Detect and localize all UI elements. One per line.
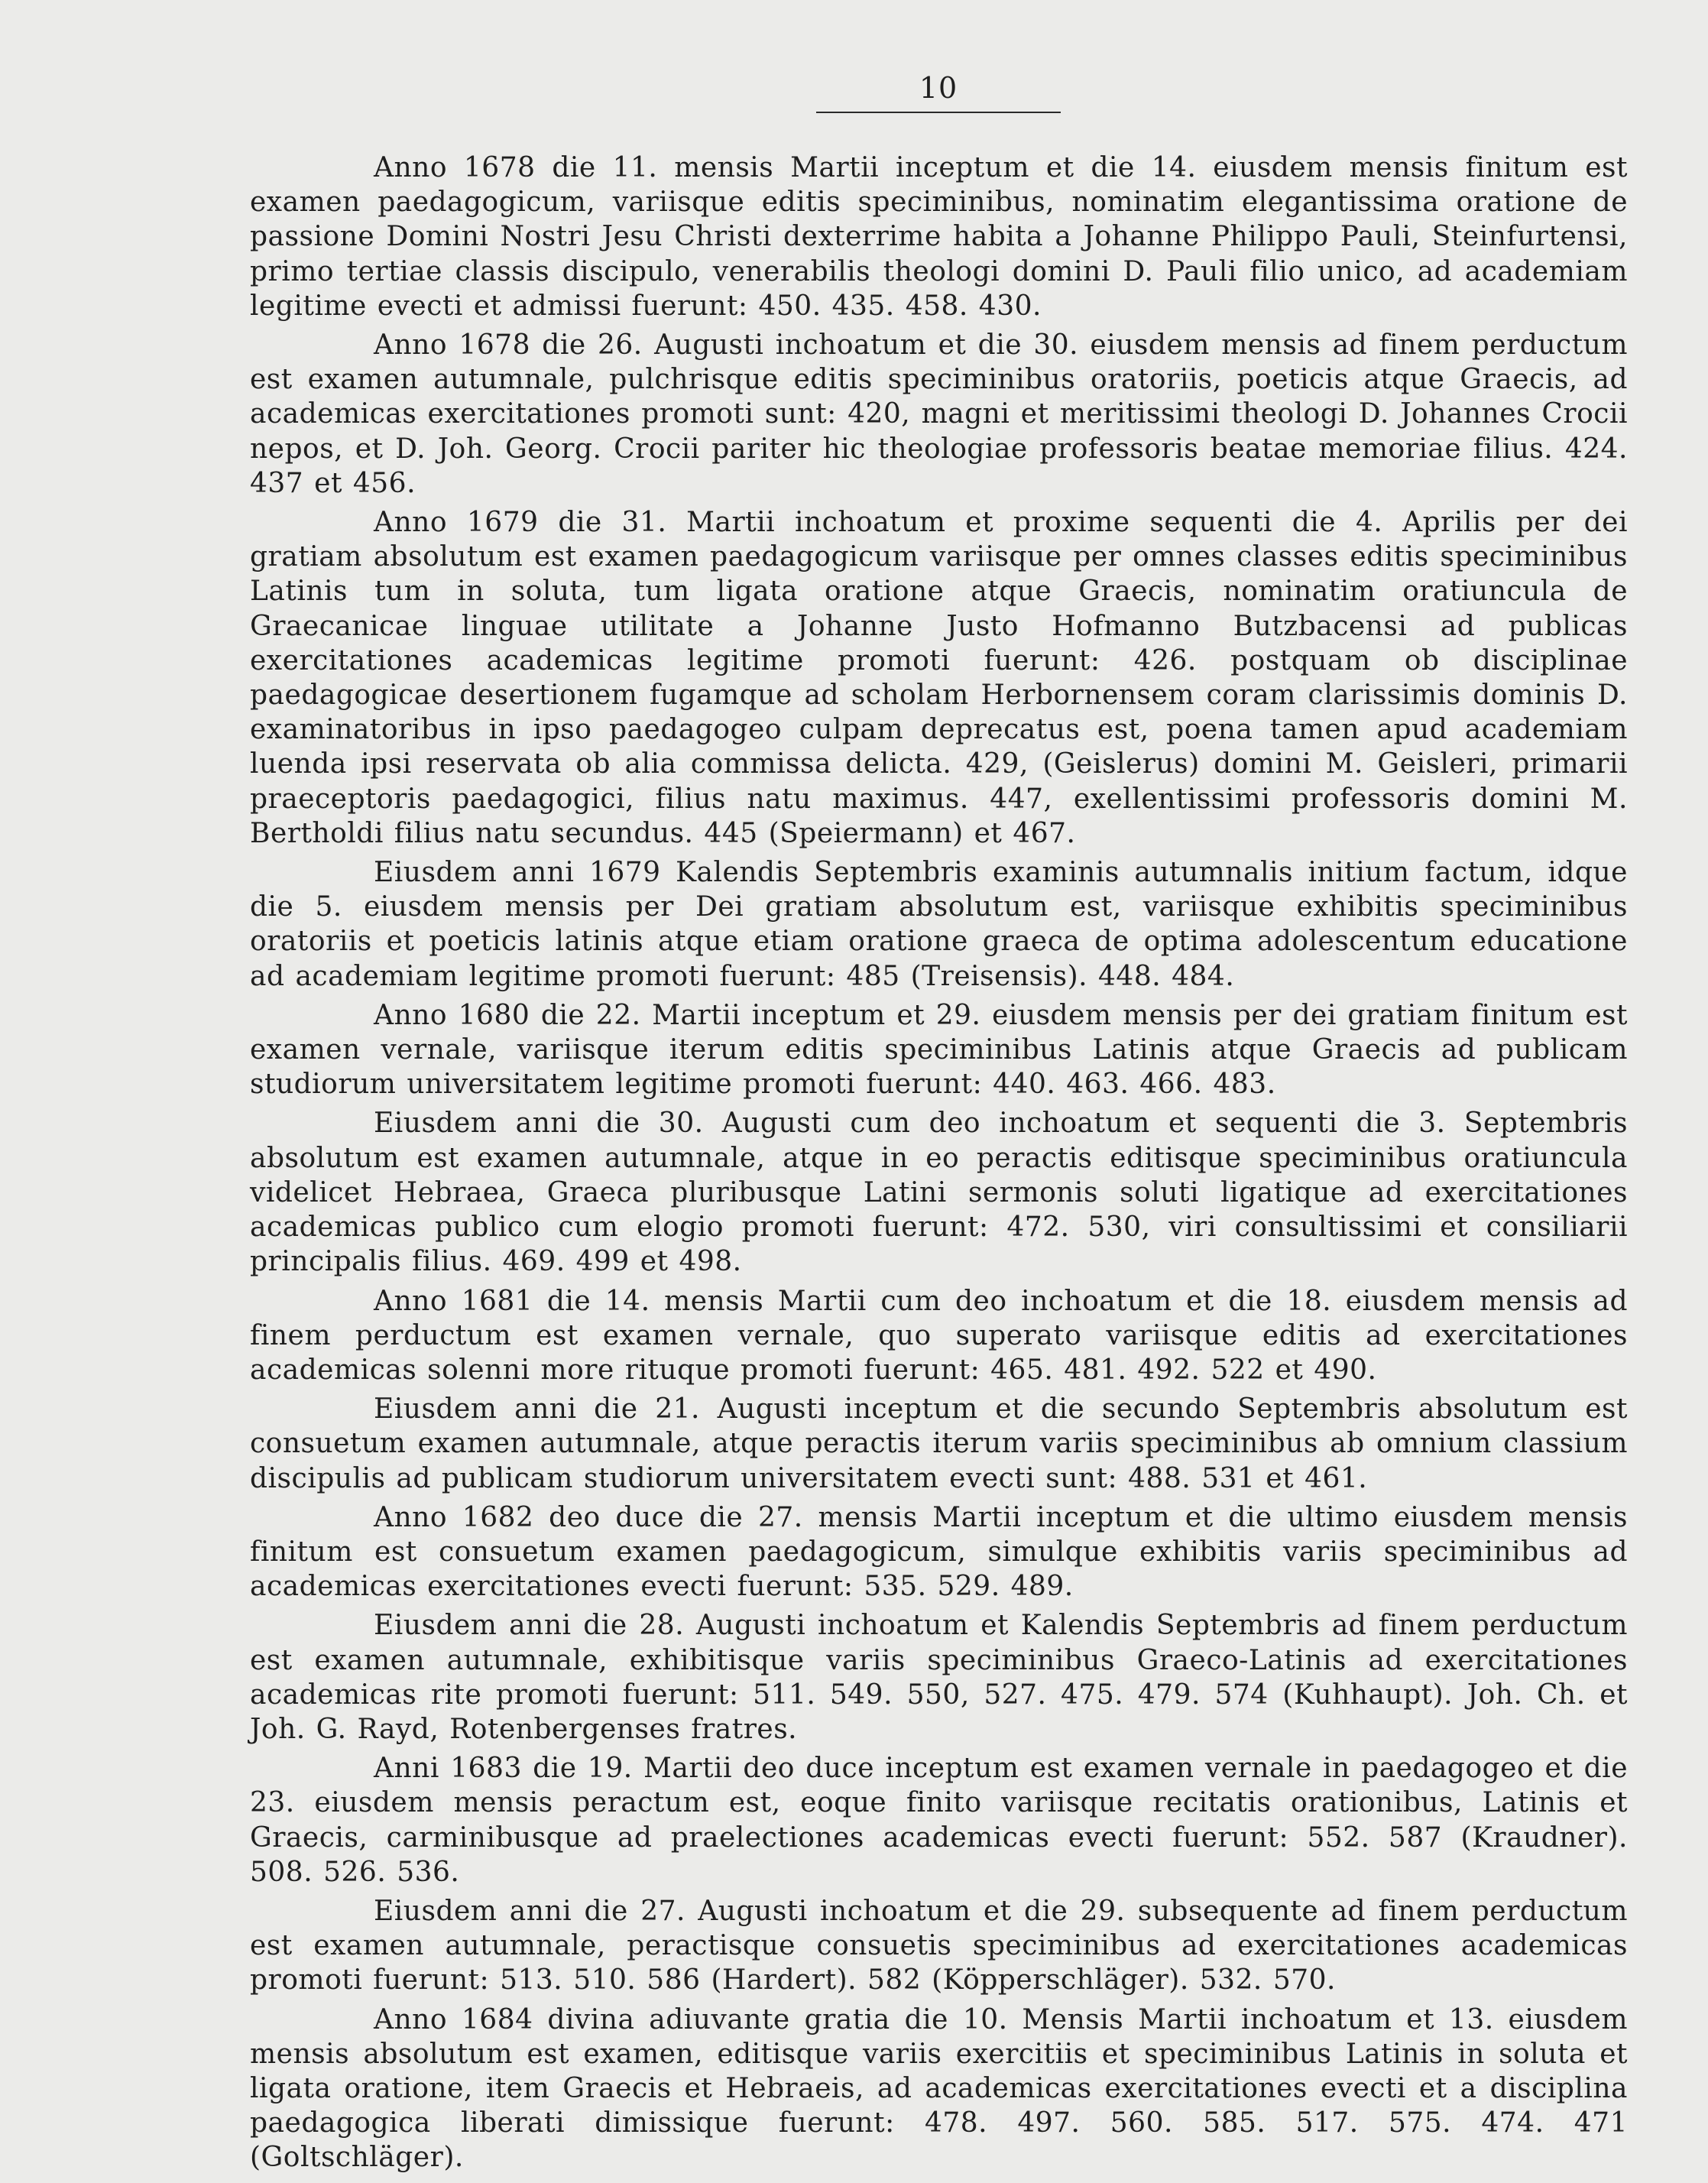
- paragraph-1679-march: Anno 1679 die 31. Martii inchoatum et proxime sequenti die 4. Aprilis per dei gratiam absolutum est examen paedagogicum variisque per omnes classes editis speciminibus Latinis tum in soluta, tum ligata oratione atque Graecis, nominatim oratiuncula de Graecanicae linguae utilitate a Johanne Justo Hofmanno Butzbacensi ad publicas exercitationes academicas legitime promoti fuerunt: 426. postquam ob disciplinae paedagogicae desertionem fugamque ad scholam Herbornensem coram clarissimis dominis D. examinatoribus in ipso paedagogeo culpam deprecatus est, poena tamen apud academiam luenda ipsi reservata ob alia commissa delicta. 429, (Geislerus) domini M. Geisleri, primarii praeceptoris paedagogici, filius natu maximus. 447, exellentissimi professoris domini M. Bertholdi filius natu secundus. 445 (Speiermann) et 467.: [250, 507, 1628, 849]
- paragraph-1682-august: Eiusdem anni die 28. Augusti inchoatum et Kalendis Septembris ad finem perductum est examen autumnale, exhibitisque variis speciminibus Graeco-Latinis ad exercitationes academicas rite promoti fuerunt: 511. 549. 550, 527. 475. 479. 574 (Kuhhaupt). Joh. Ch. et Joh. G. Rayd, Rotenbergenses fratres.: [250, 1610, 1628, 1745]
- paragraph-1681-august: Eiusdem anni die 21. Augusti inceptum et die secundo Septembris absolutum est consuetum examen autumnale, atque peractis iterum variis speciminibus ab omnium classium discipulis ad publicam studiorum universitatem evecti sunt: 488. 531 et 461.: [250, 1393, 1628, 1494]
- paragraph-1679-september: Eiusdem anni 1679 Kalendis Septembris examinis autumnalis initium factum, idque die 5. eiusdem mensis per Dei gratiam absolutum est, variisque exhibitis speciminibus oratoriis et poeticis latinis atque etiam oratione graeca de optima adolescentum educatione ad academiam legitime promoti fuerunt: 485 (Treisensis). 448. 484.: [250, 857, 1628, 992]
- paragraph-1683-august: Eiusdem anni die 27. Augusti inchoatum et die 29. subsequente ad finem perductum est examen autumnale, peractisque consuetis speciminibus ad exercitationes academicas promoti fuerunt: 513. 510. 586 (Hardert). 582 (Köpperschläger). 532. 570.: [250, 1895, 1628, 1996]
- paragraph-1680-august: Eiusdem anni die 30. Augusti cum deo inchoatum et sequenti die 3. Septembris absolutum est examen autumnale, atque in eo peractis editisque speciminibus oratiuncula videlicet Hebraea, Graeca pluribusque Latini sermonis soluti ligatique ad exercitationes academicas publico cum elogio promoti fuerunt: 472. 530, viri consultissimi et consiliarii principalis filius. 469. 499 et 498.: [250, 1108, 1628, 1278]
- paragraph-1682-march: Anno 1682 deo duce die 27. mensis Martii inceptum et die ultimo eiusdem mensis finitum est consuetum examen paedagogicum, simulque exhibitis variis speciminibus ad academicas exercitationes evecti fuerunt: 535. 529. 489.: [250, 1501, 1628, 1603]
- paragraph-1680-march: Anno 1680 die 22. Martii inceptum et 29. eiusdem mensis per dei gratiam finitum est examen vernale, variisque iterum editis speciminibus Latinis atque Graecis ad publicam studiorum universitatem legitime promoti fuerunt: 440. 463. 466. 483.: [250, 999, 1628, 1101]
- paragraph-1684-march: Anno 1684 divina adiuvante gratia die 10. Mensis Martii inchoatum et 13. eiusdem mensis absolutum est examen, editisque variis exercitiis et speciminibus Latinis in soluta et ligata oratione, item Graecis et Hebraeis, ad academicas exercitationes evecti et a disciplina paedagogica liberati dimissique fuerunt: 478. 497. 560. 585. 517. 575. 474. 471 (Goltschläger).: [250, 2003, 1628, 2174]
- paragraph-1678-march: Anno 1678 die 11. mensis Martii inceptum et die 14. eiusdem mensis finitum est examen paedagogicum, variisque editis speciminibus, nominatim elegantissima oratione de passione Domini Nostri Jesu Christi dexterrime habita a Johanne Philippo Pauli, Steinfurtensi, primo tertiae classis discipulo, venerabilis theologi domini D. Pauli filio unico, ad academiam legitime evecti et admissi fuerunt: 450. 435. 458. 430.: [250, 152, 1628, 322]
- page-number: 10: [919, 71, 958, 105]
- paragraph-1681-march: Anno 1681 die 14. mensis Martii cum deo inchoatum et die 18. eiusdem mensis ad finem perductum est examen vernale, quo superato variisque editis ad exercitationes academicas solenni more rituque promoti fuerunt: 465. 481. 492. 522 et 490.: [250, 1285, 1628, 1386]
- body-text: [250, 151, 1628, 2180]
- page-number-rule: [816, 112, 1061, 113]
- paragraph-1678-august: Anno 1678 die 26. Augusti inchoatum et die 30. eiusdem mensis ad finem perductum est examen autumnale, pulchrisque editis speciminibus oratoriis, poeticis atque Graecis, ad academicas exercitationes promoti sunt: 420, magni et meritissimi theologi D. Johannes Crocii nepos, et D. Joh. Georg. Crocii pariter hic theologiae professoris beatae memoriae filius. 424. 437 et 456.: [250, 329, 1628, 499]
- paragraph-1683-march: Anni 1683 die 19. Martii deo duce inceptum est examen vernale in paedagogeo et die 23. eiusdem mensis peractum est, eoque finito variisque recitatis orationibus, Latinis et Graecis, carminibusque ad praelectiones academicas evecti fuerunt: 552. 587 (Kraudner). 508. 526. 536.: [250, 1753, 1628, 1888]
